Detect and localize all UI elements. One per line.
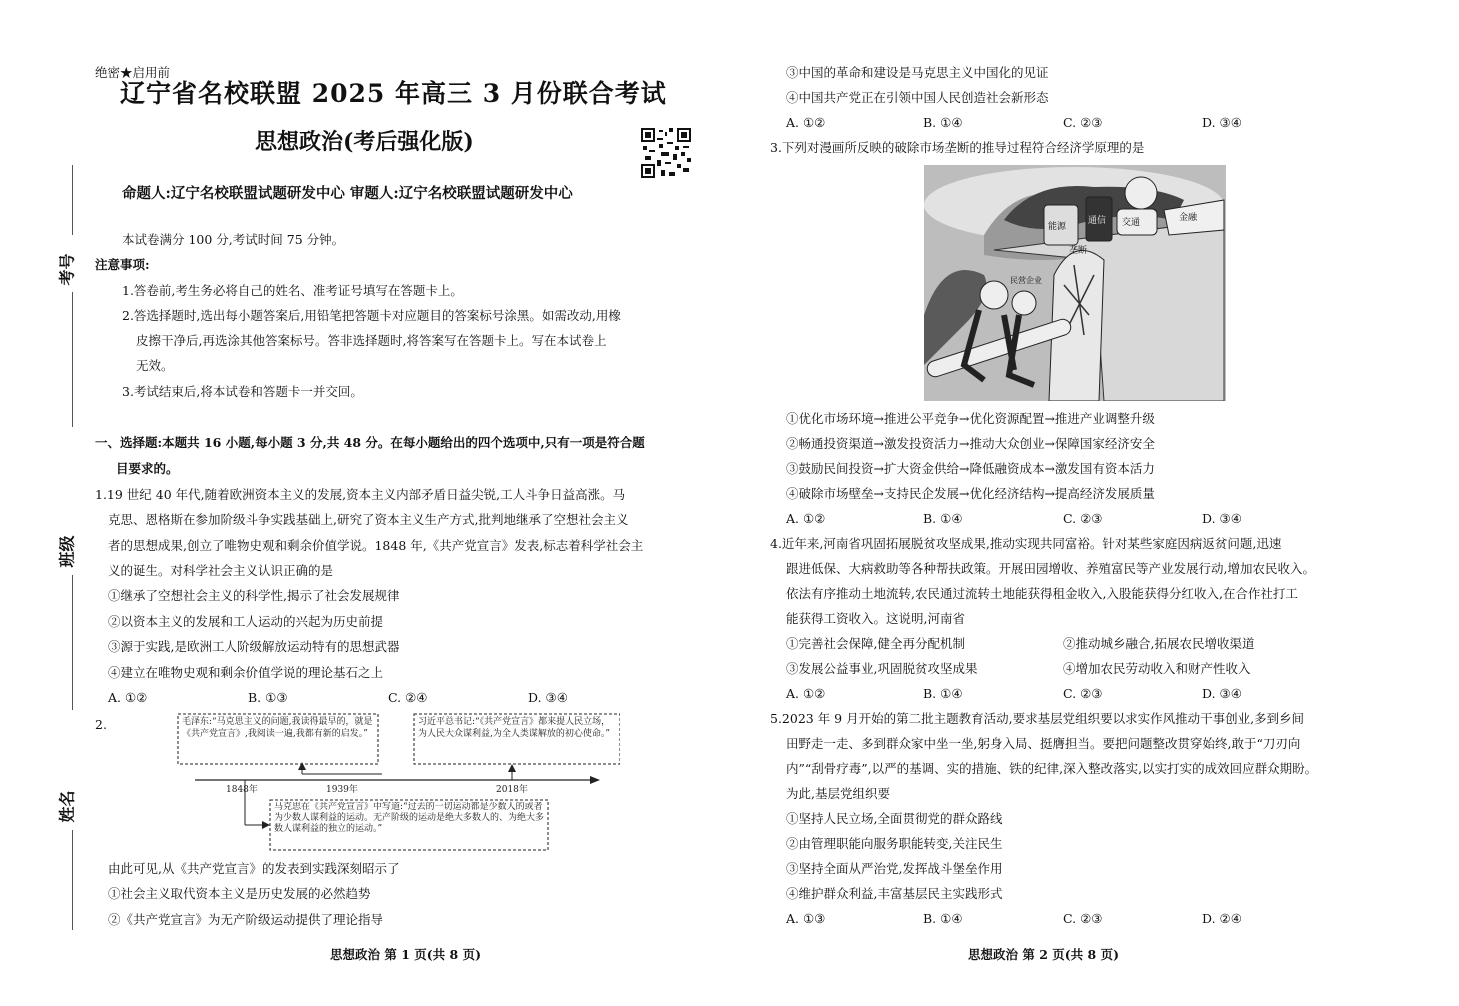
- statement-item: ②《共产党宣言》为无产阶级运动提供了理论指导: [108, 912, 384, 927]
- notice-item: 无效。: [136, 358, 174, 373]
- statement-item: ①社会主义取代资本主义是历史发展的必然趋势: [108, 886, 371, 901]
- option-a: A. ①②: [786, 686, 826, 701]
- statement-item: ②由管理职能向服务职能转变,关注民生: [786, 836, 1003, 851]
- class-label: 班级: [57, 535, 77, 568]
- statement-item: ④建立在唯物史观和剩余价值学说的理论基石之上: [108, 665, 384, 680]
- statement-item: ④破除市场壁垒→支持民企发展→优化经济结构→提高经济发展质量: [786, 486, 1155, 501]
- quote-box-xi: 习近平总书记:“《共产党宣言》都来提人民立场，为人民大众谋利益,为全人类谋解放的初心使命。”: [418, 717, 611, 739]
- page-footer-left: 思想政治 第 1 页(共 8 页): [330, 947, 481, 962]
- notice-title: 注意事项:: [95, 257, 150, 272]
- option-b: B. ①④: [923, 511, 963, 526]
- option-c: C. ②③: [1063, 115, 1103, 130]
- qr-code-icon: [641, 128, 691, 178]
- statement-item: ②推动城乡融合,拓展农民增收渠道: [1063, 636, 1255, 651]
- quote-box-marx: 马克思在《共产党宣言》中写道:“过去的一切运动都是少数人的或者为少数人谋利益的运动。无产阶级的运动是绝大多数人的、为绝大多数人谋利益的独立的运动。”: [274, 802, 545, 834]
- option-d: D. ③④: [1202, 511, 1242, 526]
- question-text: 4.近年来,河南省巩固拓展脱贫攻坚成果,推动实现共同富裕。针对某些家庭因病返贫问题,迅速: [770, 536, 1282, 551]
- question-text: 由此可见,从《共产党宣言》的发表到实践深刻昭示了: [108, 861, 400, 876]
- section-heading: 目要求的。: [116, 461, 179, 476]
- notice-item: 3.考试结束后,将本试卷和答题卡一并交回。: [122, 384, 363, 399]
- option-c: C. ②③: [1063, 511, 1103, 526]
- option-b: B. ①③: [248, 690, 288, 705]
- binding-line: [72, 292, 73, 427]
- statement-item: ③中国的革命和建设是马克思主义中国化的见证: [786, 65, 1049, 80]
- statement-item: ①坚持人民立场,全面贯彻党的群众路线: [786, 811, 1003, 826]
- score-line: 本试卷满分 100 分,考试时间 75 分钟。: [122, 232, 345, 247]
- year-1848: 1848年: [226, 785, 258, 795]
- statement-item: ④中国共产党正在引领中国人民创造社会新形态: [786, 90, 1049, 105]
- timeline-figure: [150, 710, 620, 855]
- year-2018: 2018年: [496, 785, 528, 795]
- option-a: A. ①②: [786, 115, 826, 130]
- statement-item: ②以资本主义的发展和工人运动的兴起为历史前提: [108, 614, 384, 629]
- statement-item: ②畅通投资渠道→激发投资活力→推动大众创业→保障国家经济安全: [786, 436, 1155, 451]
- option-a: A. ①③: [786, 911, 826, 926]
- option-d: D. ③④: [1202, 115, 1242, 130]
- statement-item: ①继承了空想社会主义的科学性,揭示了社会发展规律: [108, 588, 400, 603]
- quote-box-mao: 毛泽东:“马克思主义的问题,我读得最早的，就是《共产党宣言》,我阅读一遍,我都有新的启发。”: [182, 717, 373, 739]
- exam-title: 辽宁省名校联盟 2025 年高三 3 月份联合考试: [120, 79, 667, 108]
- year-1939: 1939年: [326, 785, 358, 795]
- option-d: D. ③④: [1202, 686, 1242, 701]
- question-text: 内”“刮骨疗毒”,以严的基调、实的措施、铁的纪律,深入整改落实,以实打实的成效回应群众期盼。: [786, 761, 1318, 776]
- question-number: 2.: [95, 717, 107, 732]
- page-footer-right: 思想政治 第 2 页(共 8 页): [968, 947, 1119, 962]
- statement-item: ③发展公益事业,巩固脱贫攻坚成果: [786, 661, 978, 676]
- statement-item: ④维护群众利益,丰富基层民主实践形式: [786, 886, 1003, 901]
- cartoon-label-energy: 能源: [1048, 222, 1067, 232]
- option-d: D. ②④: [1202, 911, 1242, 926]
- option-d: D. ③④: [528, 690, 568, 705]
- cartoon-label-monopoly: 垄断: [1069, 246, 1088, 256]
- question-text: 克思、恩格斯在参加阶级斗争实践基础上,研究了资本主义生产方式,批判地继承了空想社会主义: [108, 512, 629, 527]
- question-text: 者的思想成果,创立了唯物史观和剩余价值学说。1848 年,《共产党宣言》发表,标志着科学社会主: [108, 538, 644, 553]
- option-b: B. ①④: [923, 115, 963, 130]
- notice-item: 2.答选择题时,选出每小题答案后,用铅笔把答题卡对应题目的答案标号涂黑。如需改动,用橡: [122, 308, 621, 323]
- cartoon-label-transport: 交通: [1122, 218, 1141, 228]
- option-c: C. ②③: [1063, 911, 1103, 926]
- statement-item: ①优化市场环境→推进公平竞争→优化资源配置→推进产业调整升级: [786, 411, 1155, 426]
- option-b: B. ①④: [923, 911, 963, 926]
- cartoon-label-finance: 金融: [1179, 213, 1198, 223]
- name-label: 姓名: [57, 790, 77, 823]
- question-text: 能获得工资收入。这说明,河南省: [786, 611, 965, 626]
- option-a: A. ①②: [108, 690, 148, 705]
- binding-line: [72, 575, 73, 710]
- section-heading: 一、选择题:本题共 16 小题,每小题 3 分,共 48 分。在每小题给出的四个选项中,只有一项是符合题: [95, 435, 645, 450]
- question-text: 为此,基层党组织要: [786, 786, 890, 801]
- question-text: 5.2023 年 9 月开始的第二批主题教育活动,要求基层党组织要以求实作风推动干事创业,多到乡间: [770, 711, 1305, 726]
- statement-item: ③鼓励民间投资→扩大资金供给→降低融资成本→激发国有资本活力: [786, 461, 1155, 476]
- exam-number-label: 考号: [57, 253, 77, 286]
- question-text: 义的诞生。对科学社会主义认识正确的是: [108, 563, 334, 578]
- question-text: 跟进低保、大病救助等各种帮扶政策。开展田园增收、养殖富民等产业发展行动,增加农民收入。: [786, 561, 1315, 576]
- option-c: C. ②④: [388, 690, 428, 705]
- authors-line: 命题人:辽宁名校联盟试题研发中心 审题人:辽宁名校联盟试题研发中心: [122, 185, 573, 202]
- binding-line: [72, 165, 73, 235]
- question-text: 3.下列对漫画所反映的破除市场垄断的推导过程符合经济学原理的是: [770, 140, 1145, 155]
- secret-mark: 绝密★启用前: [95, 65, 171, 80]
- question-text: 依法有序推动土地流转,农民通过流转土地能获得租金收入,入股能获得分红收入,在合作社打工: [786, 586, 1298, 601]
- cartoon-label-private: 民营企业: [1010, 276, 1042, 285]
- option-c: C. ②③: [1063, 686, 1103, 701]
- statement-item: ①完善社会保障,健全再分配机制: [786, 636, 965, 651]
- statement-item: ④增加农民劳动收入和财产性收入: [1063, 661, 1251, 676]
- binding-line: [72, 830, 73, 930]
- statement-item: ③坚持全面从严治党,发挥战斗堡垒作用: [786, 861, 1003, 876]
- notice-item: 皮擦干净后,再选涂其他答案标号。答非选择题时,将答案写在答题卡上。写在本试卷上: [136, 333, 607, 348]
- option-b: B. ①④: [923, 686, 963, 701]
- exam-subtitle: 思想政治(考后强化版): [255, 129, 474, 155]
- cartoon-label-telecom: 通信: [1088, 216, 1107, 226]
- statement-item: ③源于实践,是欧洲工人阶级解放运动特有的思想武器: [108, 639, 400, 654]
- option-a: A. ①②: [786, 511, 826, 526]
- question-text: 1.19 世纪 40 年代,随着欧洲资本主义的发展,资本主义内部矛盾日益尖锐,工人斗争日益高涨。马: [95, 487, 626, 502]
- notice-item: 1.答卷前,考生务必将自己的姓名、准考证号填写在答题卡上。: [122, 283, 463, 298]
- question-text: 田野走一走、多到群众家中坐一坐,躬身入局、挺膺担当。要把问题整改贯穿始终,敢于“刀刃向: [786, 736, 1301, 751]
- monopoly-cartoon: [924, 165, 1226, 401]
